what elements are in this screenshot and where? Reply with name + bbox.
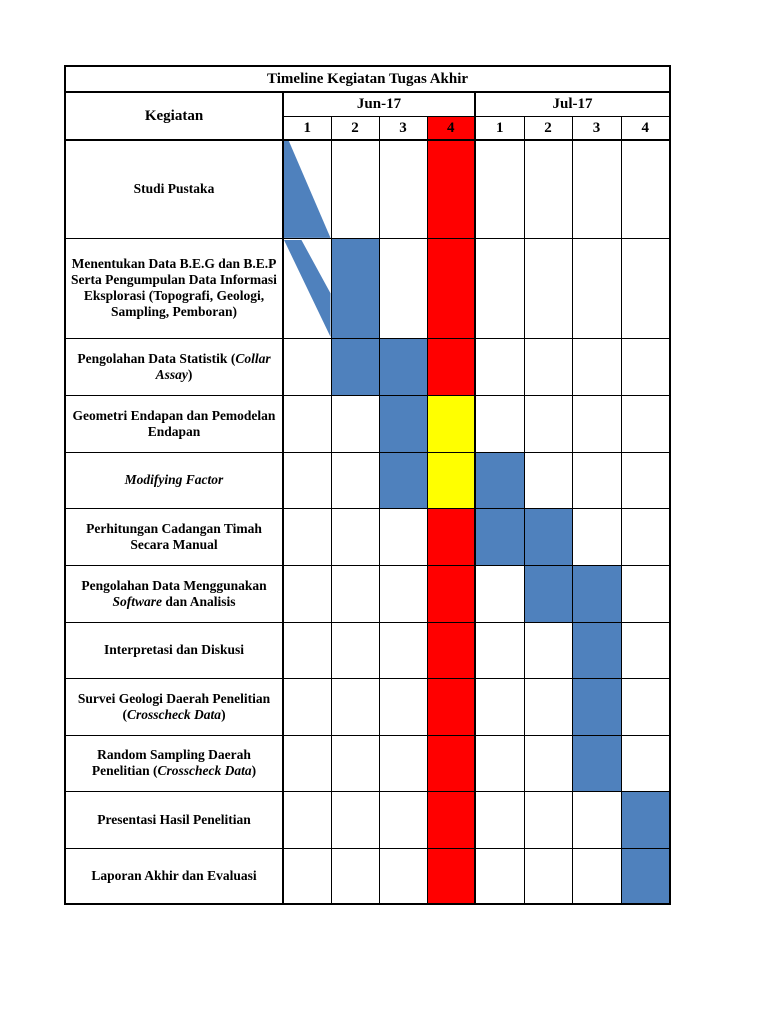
schedule-cell-empty [475, 622, 524, 678]
schedule-cell-empty [283, 338, 331, 395]
activity-row [65, 848, 670, 904]
schedule-cell-blue [379, 338, 427, 395]
activity-row [65, 565, 670, 622]
schedule-cell-empty [331, 791, 379, 848]
schedule-cell-empty [621, 140, 670, 238]
schedule-cell-empty [283, 735, 331, 791]
schedule-cell-empty [331, 848, 379, 904]
schedule-cell-blue [572, 735, 621, 791]
activity-label-text: Modifying Factor [124, 472, 224, 488]
activity-label-text: Menentukan Data B.E.G dan B.E.P Serta Pengumpulan Data Informasi Eksplorasi (Topografi, Geologi, Sampling, Pemboran) [71, 256, 277, 320]
month-header-july: Jul-17 [475, 92, 670, 117]
activity-label [65, 140, 283, 238]
schedule-cell-empty [475, 678, 524, 735]
schedule-cell-empty [475, 848, 524, 904]
activity-label [65, 452, 283, 508]
activity-label-text: Studi Pustaka [133, 181, 215, 197]
schedule-cell-empty [572, 395, 621, 452]
week-header-jul-1: 1 [475, 117, 524, 141]
schedule-cell-empty [379, 622, 427, 678]
schedule-cell-empty [621, 452, 670, 508]
schedule-cell-empty [572, 508, 621, 565]
schedule-cell-empty [475, 238, 524, 338]
schedule-cell-empty [621, 395, 670, 452]
schedule-cell-empty [379, 848, 427, 904]
schedule-cell-empty [621, 622, 670, 678]
schedule-cell-empty [524, 395, 572, 452]
schedule-cell-empty [331, 140, 379, 238]
schedule-cell-empty [475, 791, 524, 848]
schedule-cell-red [427, 622, 475, 678]
schedule-cell-empty [524, 338, 572, 395]
activity-label [65, 395, 283, 452]
schedule-cell-empty [379, 678, 427, 735]
schedule-cell-empty [621, 565, 670, 622]
diagonal-bar-shape [284, 240, 331, 337]
schedule-cell-empty [283, 565, 331, 622]
schedule-cell-empty [331, 622, 379, 678]
activity-label-text: Presentasi Hasil Penelitian [97, 811, 251, 827]
schedule-cell-diagonal [283, 238, 331, 338]
schedule-cell-empty [283, 678, 331, 735]
week-header-jun-3: 3 [379, 117, 427, 141]
diagonal-bar-shape [284, 141, 331, 238]
schedule-cell-empty [379, 140, 427, 238]
schedule-cell-empty [475, 140, 524, 238]
activity-label-text: Pengolahan Data Menggunakan [81, 577, 267, 593]
schedule-cell-empty [524, 848, 572, 904]
schedule-cell-blue [572, 678, 621, 735]
activity-label [65, 791, 283, 848]
schedule-cell-yellow [427, 452, 475, 508]
schedule-cell-empty [331, 508, 379, 565]
schedule-cell-empty [331, 678, 379, 735]
month-header-june: Jun-17 [283, 92, 475, 117]
activity-row [65, 791, 670, 848]
activity-label [65, 338, 283, 395]
week-header-jun-2: 2 [331, 117, 379, 141]
schedule-cell-blue [572, 565, 621, 622]
schedule-cell-empty [621, 678, 670, 735]
schedule-cell-empty [475, 395, 524, 452]
schedule-cell-empty [621, 508, 670, 565]
schedule-cell-blue [524, 565, 572, 622]
activity-label [65, 622, 283, 678]
schedule-cell-empty [572, 338, 621, 395]
schedule-cell-empty [379, 565, 427, 622]
schedule-cell-empty [283, 791, 331, 848]
schedule-cell-empty [524, 735, 572, 791]
activity-row [65, 622, 670, 678]
schedule-cell-blue [475, 508, 524, 565]
schedule-cell-empty [524, 452, 572, 508]
schedule-cell-empty [283, 848, 331, 904]
activity-label-text: Crosscheck Data [157, 763, 252, 779]
schedule-cell-red [427, 678, 475, 735]
schedule-cell-empty [475, 565, 524, 622]
activity-label-text: dan Analisis [161, 593, 236, 609]
schedule-cell-empty [379, 791, 427, 848]
schedule-cell-empty [572, 140, 621, 238]
schedule-cell-red [427, 791, 475, 848]
schedule-cell-empty [572, 848, 621, 904]
schedule-cell-empty [379, 238, 427, 338]
schedule-cell-empty [475, 338, 524, 395]
activity-label [65, 238, 283, 338]
schedule-cell-empty [283, 452, 331, 508]
activity-row [65, 452, 670, 508]
activity-label-text: Pengolahan Data Statistik ( [77, 350, 236, 366]
schedule-cell-blue [621, 791, 670, 848]
activity-label-text: Laporan Akhir dan Evaluasi [91, 868, 257, 884]
activity-label-text: Collar Assay [155, 350, 271, 382]
schedule-cell-blue [379, 395, 427, 452]
schedule-cell-empty [524, 678, 572, 735]
schedule-cell-blue [475, 452, 524, 508]
schedule-cell-empty [331, 452, 379, 508]
activity-label-text: Interpretasi dan Diskusi [103, 642, 245, 658]
schedule-cell-empty [572, 791, 621, 848]
week-header-jul-3: 3 [572, 117, 621, 141]
schedule-cell-empty [524, 140, 572, 238]
schedule-cell-empty [524, 238, 572, 338]
schedule-cell-blue [331, 238, 379, 338]
activity-label [65, 735, 283, 791]
activity-label [65, 565, 283, 622]
activity-row [65, 678, 670, 735]
activity-label-text: Crosscheck Data [126, 706, 222, 722]
schedule-cell-red [427, 735, 475, 791]
activity-row [65, 395, 670, 452]
activity-label-text: ) [221, 706, 226, 722]
activity-label-text: Survei Geologi Daerah Penelitian ( [77, 690, 271, 722]
timeline-table [64, 65, 671, 905]
schedule-cell-blue [621, 848, 670, 904]
activity-label [65, 508, 283, 565]
schedule-cell-empty [283, 508, 331, 565]
schedule-cell-empty [621, 238, 670, 338]
schedule-cell-blue [572, 622, 621, 678]
week-header-jul-4: 4 [621, 117, 670, 141]
schedule-cell-yellow [427, 395, 475, 452]
activity-label-text: ) [251, 763, 257, 779]
schedule-cell-empty [475, 735, 524, 791]
activity-row [65, 140, 670, 238]
schedule-cell-red [427, 338, 475, 395]
schedule-cell-empty [331, 735, 379, 791]
schedule-cell-empty [524, 791, 572, 848]
schedule-cell-empty [379, 508, 427, 565]
schedule-cell-blue [331, 338, 379, 395]
activity-row [65, 735, 670, 791]
schedule-cell-empty [331, 565, 379, 622]
schedule-cell-empty [621, 735, 670, 791]
schedule-cell-empty [283, 395, 331, 452]
schedule-cell-red [427, 565, 475, 622]
activity-rows [65, 140, 670, 904]
schedule-cell-empty [379, 735, 427, 791]
schedule-cell-empty [524, 622, 572, 678]
activity-label [65, 848, 283, 904]
schedule-cell-red [427, 508, 475, 565]
week-header-jul-2: 2 [524, 117, 572, 141]
schedule-cell-empty [572, 238, 621, 338]
schedule-cell-blue [524, 508, 572, 565]
schedule-cell-red [427, 238, 475, 338]
schedule-cell-empty [621, 338, 670, 395]
activity-row [65, 508, 670, 565]
schedule-cell-empty [283, 622, 331, 678]
activity-label-text: Software [112, 593, 162, 609]
schedule-cell-diagonal [283, 140, 331, 238]
schedule-cell-empty [331, 395, 379, 452]
activity-row [65, 338, 670, 395]
table-title: Timeline Kegiatan Tugas Akhir [65, 66, 670, 92]
schedule-cell-empty [572, 452, 621, 508]
activity-label-text: ) [187, 366, 193, 382]
week-header-jun-4: 4 [427, 117, 475, 141]
activity-column-header: Kegiatan [65, 92, 283, 140]
activity-row [65, 238, 670, 338]
activity-label-text: Perhitungan Cadangan Timah Secara Manual [86, 520, 262, 552]
schedule-cell-blue [379, 452, 427, 508]
schedule-cell-red [427, 140, 475, 238]
activity-label-text: Geometri Endapan dan Pemodelan Endapan [72, 407, 276, 439]
activity-label-text: Random Sampling Daerah Penelitian ( [91, 747, 251, 779]
week-header-jun-1: 1 [283, 117, 331, 141]
activity-label [65, 678, 283, 735]
schedule-cell-red [427, 848, 475, 904]
